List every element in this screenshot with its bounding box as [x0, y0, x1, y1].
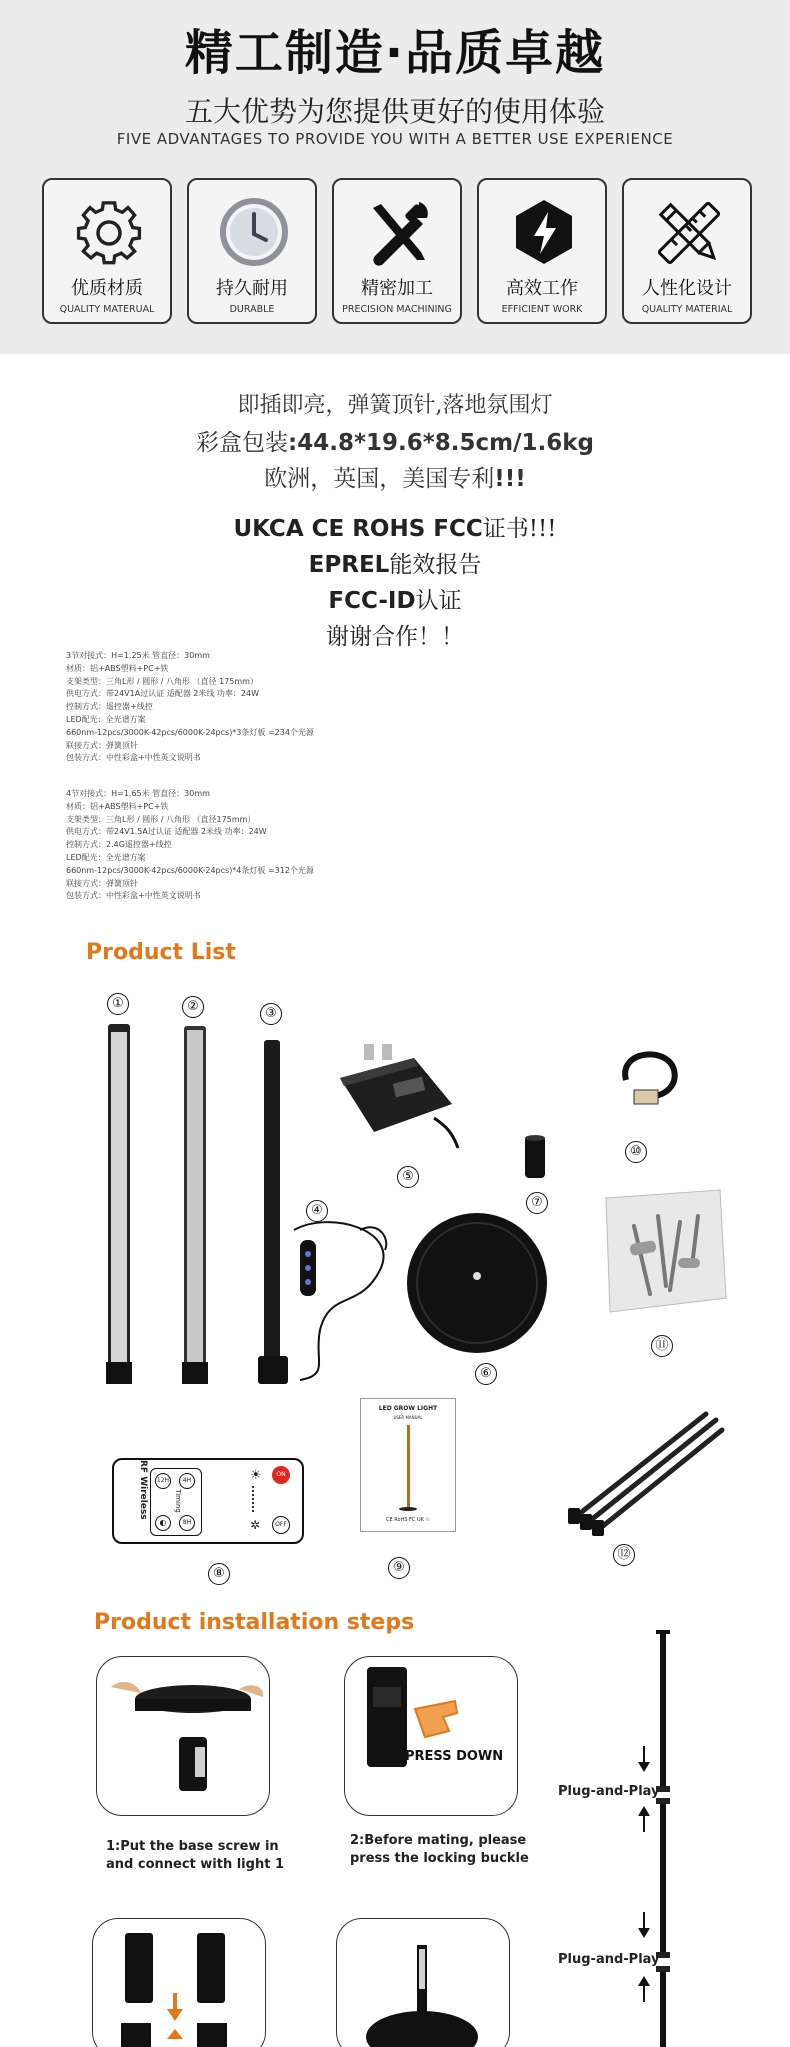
- inline-controller: [270, 1210, 410, 1390]
- spec-line-certs: [0, 510, 790, 543]
- user-manual: [360, 1398, 456, 1532]
- spec-package-value: :44.8*19.6*8.5cm/1.6kg: [288, 430, 594, 456]
- install-step-3-image: [92, 1918, 266, 2047]
- advantage-subtitle: QUALITY MATERUAL: [59, 304, 155, 315]
- manual-lamp-base: [399, 1507, 417, 1511]
- spec-fccid-label: FCC-ID: [328, 588, 416, 614]
- advantage-card-efficient: [477, 178, 607, 324]
- remote-control: [112, 1458, 304, 1544]
- clock-icon: [214, 194, 294, 272]
- off-button[interactable]: OFF: [272, 1516, 290, 1534]
- plug-and-play-label-2: Plug-and-Play: [558, 1952, 660, 1967]
- plug-and-play-label-1: Plug-and-Play: [558, 1784, 660, 1799]
- banner-subtitle-en: FIVE ADVANTAGES TO PROVIDE YOU WITH A BETTER USE EXPERIENCE: [116, 130, 674, 148]
- tools-icon: [359, 194, 439, 272]
- item-number-2: ②: [182, 996, 204, 1018]
- spec-eprel-suffix: 能效报告: [389, 552, 482, 578]
- timing-panel: [150, 1468, 202, 1536]
- remote-brand: RF Wireless: [138, 1460, 148, 1520]
- cycle-button[interactable]: ◐: [155, 1515, 171, 1531]
- item-number-10: ⑩: [625, 1141, 647, 1163]
- spec-block-4-section: 4节对接式：H=1.65米 管直径：30mm 材质：铝+ABS塑料+PC+铁 支架类型：三角L形 / 圆形 / 八角形 （直径175mm） 供电方式：带24V1.5A过认证 适配器 2米线 功率：24W 控制方式：2.4G遥控器+线控 LED配光：全光谱方案 660nm-12pcs/3000K-42pcs/6000K-24pcs)*4条灯板 =312个光源 联接方式：弹簧顶针 包装方式：中性彩盒+中性英文说明书: [66, 789, 314, 901]
- manual-lamp-pole: [407, 1425, 410, 1509]
- spec-package-label: 彩盒包装: [196, 430, 288, 456]
- advantage-title: 持久耐用: [216, 278, 288, 299]
- spec-block-3-section: 3节对接式：H=1.25米 管直径：30mm 材质：铝+ABS塑料+PC+铁 支架类型：三角L形 / 圆形 / 八角形 （直径 175mm） 供电方式：带24V1A过认证 适配器 2米线 功率：24W 控制方式：遥控器+线控 LED配光：全光谱方案 660nm-12pcs/3000K-42pcs/6000K-24pcs)*3条灯板 =234个光源 联接方式：弹簧顶针 包装方式：中性彩盒+中性英文说明书: [66, 651, 314, 763]
- install-step-4-image: [336, 1918, 510, 2047]
- spec-line-fccid: [0, 582, 790, 615]
- item-number-1: ①: [107, 993, 129, 1015]
- install-steps-title: Product installation steps: [94, 1610, 415, 1635]
- install-step-2-caption: [350, 1832, 529, 1868]
- banner-title: 精工制造·品质卓越: [184, 25, 606, 81]
- spec-line-eprel: [0, 546, 790, 579]
- timing-label: Timing: [174, 1489, 182, 1513]
- install-step-2-text: 2:Before mating, please press the locking buckle: [350, 1833, 529, 1866]
- brightness-scale: [252, 1486, 260, 1512]
- gear-icon: [69, 194, 149, 272]
- item-number-4: ④: [306, 1200, 328, 1222]
- spec-line-patent: [0, 460, 790, 493]
- plug-and-play-diagram: [620, 1628, 680, 2047]
- advantage-subtitle: DURABLE: [229, 304, 275, 315]
- pipe-clamp: [608, 1040, 688, 1120]
- item-number-11: ⑪: [651, 1335, 673, 1357]
- pencil-ruler-icon: [649, 194, 729, 272]
- advantage-card-precision: [332, 178, 462, 324]
- manual-cert-marks: CE RoHS FC UK ♲: [385, 1517, 431, 1523]
- item-number-3: ③: [260, 1003, 282, 1025]
- spec-patent-text: 欧洲，英国，美国专利: [264, 466, 495, 492]
- manual-title: LED GROW LIGHT: [378, 1405, 438, 1412]
- spec-certs-suffix: 证书!!!: [482, 516, 557, 542]
- spec-fccid-suffix: 认证: [415, 588, 462, 614]
- spec-eprel-label: EPREL: [308, 552, 390, 578]
- cable-ties: [566, 1408, 726, 1538]
- install-step-2-image: [344, 1656, 518, 1816]
- advantage-card-design: [622, 178, 752, 324]
- connector-cap: [520, 1132, 550, 1182]
- install-step-1-caption: [106, 1838, 284, 1874]
- item-number-12: ⑫: [613, 1544, 635, 1566]
- round-base: [402, 1208, 552, 1358]
- light-tube-2: [176, 1024, 216, 1388]
- manual-subtitle: USER MANUAL: [393, 1415, 423, 1420]
- power-adapter: [334, 1040, 474, 1160]
- advantage-subtitle: QUALITY MATERIAL: [641, 304, 733, 315]
- advantage-card-quality: [42, 178, 172, 324]
- item-number-8: ⑧: [208, 1563, 230, 1585]
- item-number-9: ⑨: [388, 1557, 410, 1579]
- screw-bag: [600, 1186, 730, 1316]
- advantage-title: 精密加工: [361, 278, 433, 299]
- spec-line-feature: 即插即亮，弹簧顶针,落地氛围灯: [237, 393, 553, 418]
- spec-certs-list: UKCA CE ROHS FCC: [233, 516, 483, 542]
- advantage-title: 人性化设计: [642, 278, 732, 299]
- item-number-7: ⑦: [526, 1192, 548, 1214]
- on-button[interactable]: ON: [272, 1466, 290, 1484]
- dim-icon: ✲: [250, 1518, 261, 1532]
- spec-patent-exclaim: !!!: [494, 466, 526, 492]
- product-list-title: Product List: [86, 940, 236, 965]
- timer-8h-button[interactable]: 8H: [179, 1515, 195, 1531]
- spec-line-package: [0, 424, 790, 457]
- timer-12h-button[interactable]: 12H: [155, 1473, 171, 1489]
- timer-4h-button[interactable]: 4H: [179, 1473, 195, 1489]
- spec-line-thanks: 谢谢合作！！: [326, 624, 464, 650]
- advantage-subtitle: EFFICIENT WORK: [501, 304, 583, 315]
- press-down-label: PRESS DOWN: [405, 1749, 504, 1764]
- banner-subtitle: 五大优势为您提供更好的使用体验: [184, 95, 605, 128]
- advantage-list: [42, 178, 752, 324]
- install-step-1-image: [96, 1656, 270, 1816]
- advantage-title: 优质材质: [71, 278, 143, 299]
- lightning-icon: [504, 194, 584, 272]
- item-number-6: ⑥: [475, 1363, 497, 1385]
- advantage-title: 高效工作: [506, 278, 578, 299]
- light-tube-1: [100, 1022, 140, 1388]
- advantage-card-durable: [187, 178, 317, 324]
- install-step-1-text: 1:Put the base screw in and connect with light 1: [106, 1839, 284, 1872]
- advantages-banner: [0, 0, 790, 354]
- item-number-5: ⑤: [397, 1166, 419, 1188]
- brightness-icon: ☀: [250, 1468, 262, 1483]
- advantage-subtitle: PRECISION MACHINING: [342, 304, 452, 315]
